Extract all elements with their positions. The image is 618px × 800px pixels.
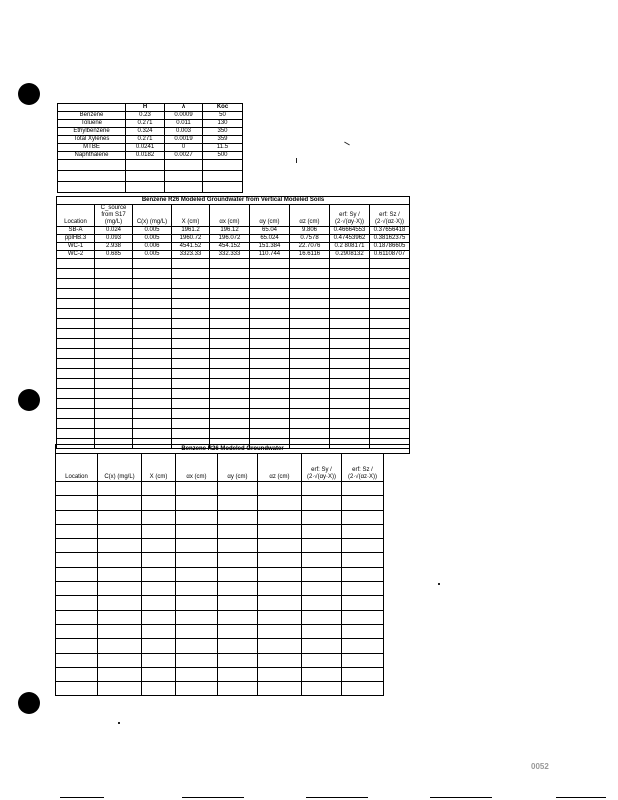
table-cell: 130 — [203, 120, 243, 128]
header-cell: αx (cm) — [176, 454, 218, 482]
table-row — [57, 251, 410, 259]
table-cell: 0.37656418 — [370, 227, 410, 235]
table-cell: 2.938 — [95, 243, 133, 251]
table-cell: 3323.33 — [172, 251, 210, 259]
table-cell: 0.18786605 — [370, 243, 410, 251]
table-row — [57, 227, 410, 235]
table-cell: 0.61108707 — [370, 251, 410, 259]
header-cell: X (cm) — [142, 454, 176, 482]
blank-row — [56, 624, 410, 638]
blank-row — [56, 596, 410, 610]
table-cell: 0.011 — [165, 120, 203, 128]
table-cell: 0.2908132 — [330, 251, 370, 259]
table-cell: 1961.2 — [172, 227, 210, 235]
header-cell: C_source from S17 (mg/L) — [95, 205, 133, 227]
table-cell: 0.003 — [165, 128, 203, 136]
blank-row — [57, 339, 410, 349]
blank-row — [56, 553, 410, 567]
table-cell: 9.806 — [290, 227, 330, 235]
table-cell: Total Xylenes — [58, 136, 126, 144]
table-cell: 65.024 — [250, 235, 290, 243]
header-cell: αx (cm) — [210, 205, 250, 227]
header-cell: H — [126, 104, 165, 112]
header-cell: erf: Sz / (2·√(αz·X)) — [342, 454, 384, 482]
blank-row — [57, 289, 410, 299]
table-cell: 151.384 — [250, 243, 290, 251]
signature-line — [430, 797, 492, 798]
table-cell: 16.6116 — [290, 251, 330, 259]
blank-row — [56, 582, 410, 596]
header-cell: Location — [56, 454, 98, 482]
blank-row — [57, 319, 410, 329]
header-cell: C(x) (mg/L) — [133, 205, 172, 227]
blank-row — [56, 539, 410, 553]
blank-row — [58, 182, 243, 193]
empty-cell — [384, 454, 410, 482]
table-row — [58, 120, 243, 128]
table-cell: 4541.52 — [172, 243, 210, 251]
hole-punch-top — [18, 83, 40, 105]
table-header-row — [57, 205, 410, 227]
blank-row — [56, 653, 410, 667]
blank-row — [57, 409, 410, 419]
blank-rows — [57, 259, 410, 449]
table-row — [58, 152, 243, 160]
table-cell: 0.46664553 — [330, 227, 370, 235]
table-title-row — [56, 445, 410, 454]
table-cell: 0.271 — [126, 120, 165, 128]
blank-row — [56, 482, 410, 496]
header-cell: λ — [165, 104, 203, 112]
scan-speck — [438, 583, 440, 585]
table-row — [57, 243, 410, 251]
table-cell: 0.271 — [126, 136, 165, 144]
header-cell — [58, 104, 126, 112]
table-cell: 0.0182 — [126, 152, 165, 160]
blank-row — [56, 510, 410, 524]
table-cell: 0.006 — [133, 243, 172, 251]
table-cell: 0.005 — [133, 227, 172, 235]
blank-row — [56, 667, 410, 681]
header-cell: Location — [57, 205, 95, 227]
table-cell: MTBE — [58, 144, 126, 152]
table-cell: Toluene — [58, 120, 126, 128]
header-cell: Koc — [203, 104, 243, 112]
signature-line — [556, 797, 606, 798]
scan-speck — [118, 722, 120, 724]
table-cell: 0.005 — [133, 235, 172, 243]
table-cell: 0.7578 — [290, 235, 330, 243]
header-cell: erf: Sy / (2·√(αy·X)) — [302, 454, 342, 482]
hole-punch-middle — [18, 389, 40, 411]
blank-row — [57, 259, 410, 269]
table-header-row — [56, 454, 410, 482]
table-cell: 11.5 — [203, 144, 243, 152]
chemical-properties-table — [57, 103, 243, 193]
table-cell: 0.093 — [95, 235, 133, 243]
blank-row — [57, 419, 410, 429]
table-title: Benzene R26 Modeled Groundwater from Vertical Modeled Soils — [57, 197, 410, 205]
blank-row — [57, 399, 410, 409]
table-cell: 332.333 — [210, 251, 250, 259]
blank-row — [58, 171, 243, 182]
blank-row — [56, 639, 410, 653]
blank-row — [57, 329, 410, 339]
header-cell: erf: Sy / (2·√(αy·X)) — [330, 205, 370, 227]
signature-line — [60, 797, 104, 798]
table-cell: 196.072 — [210, 235, 250, 243]
table-cell: pplHB.3 — [57, 235, 95, 243]
table-row — [58, 128, 243, 136]
blank-row — [57, 379, 410, 389]
table-title: Benzene R26 Modeled Groundwater — [56, 445, 410, 454]
blank-row — [58, 160, 243, 171]
blank-row — [56, 567, 410, 581]
table-cell: SB-A — [57, 227, 95, 235]
table-cell: Benzene — [58, 112, 126, 120]
header-cell: αy (cm) — [218, 454, 258, 482]
table-cell: 196.12 — [210, 227, 250, 235]
table-cell: 22.7076 — [290, 243, 330, 251]
hole-punch-bottom — [18, 692, 40, 714]
table-cell: 0 — [165, 144, 203, 152]
header-cell: αy (cm) — [250, 205, 290, 227]
table-cell: 110.744 — [250, 251, 290, 259]
blank-row — [57, 279, 410, 289]
blank-row — [56, 496, 410, 510]
blank-row — [57, 299, 410, 309]
table-cell: 0.38162375 — [370, 235, 410, 243]
header-cell: αz (cm) — [258, 454, 302, 482]
table-cell: 50 — [203, 112, 243, 120]
table-cell: 0.005 — [133, 251, 172, 259]
table-cell: 0.024 — [95, 227, 133, 235]
scan-speck — [296, 158, 297, 163]
groundwater-modeled-table — [55, 444, 410, 696]
table-cell: 0.324 — [126, 128, 165, 136]
table-cell: 0.0009 — [165, 112, 203, 120]
header-cell: C(x) (mg/L) — [98, 454, 142, 482]
blank-row — [56, 682, 410, 696]
blank-row — [57, 369, 410, 379]
table-row — [58, 136, 243, 144]
scan-speck — [344, 142, 350, 146]
table-cell: 0.47453962 — [330, 235, 370, 243]
table-cell: 1960.72 — [172, 235, 210, 243]
blank-row — [56, 524, 410, 538]
table-cell: 0.685 — [95, 251, 133, 259]
blank-row — [57, 269, 410, 279]
blank-row — [57, 359, 410, 369]
header-cell: αz (cm) — [290, 205, 330, 227]
table-cell: Ethylbenzene — [58, 128, 126, 136]
table-cell: 65.04 — [250, 227, 290, 235]
table-row — [58, 144, 243, 152]
page-stamp: 0052 — [531, 762, 549, 771]
table-cell: WC-1 — [57, 243, 95, 251]
blank-row — [57, 429, 410, 439]
blank-rows — [56, 482, 410, 696]
table-cell: 0.2 808171 — [330, 243, 370, 251]
table-cell: 350 — [203, 128, 243, 136]
blank-row — [57, 309, 410, 319]
table-row — [57, 235, 410, 243]
table-cell: 0.0019 — [165, 136, 203, 144]
blank-row — [56, 610, 410, 624]
table-cell: 0.23 — [126, 112, 165, 120]
blank-row — [57, 349, 410, 359]
table-cell: WC-2 — [57, 251, 95, 259]
header-cell: X (cm) — [172, 205, 210, 227]
signature-line — [306, 797, 368, 798]
table-cell: 454.152 — [210, 243, 250, 251]
table-header-row — [58, 104, 243, 112]
table-row — [58, 112, 243, 120]
table-cell: 0.0027 — [165, 152, 203, 160]
table-cell: Naphthalene — [58, 152, 126, 160]
blank-row — [57, 389, 410, 399]
table-cell: 0.0241 — [126, 144, 165, 152]
header-cell: erf: Sz / (2·√(αz·X)) — [370, 205, 410, 227]
signature-line — [182, 797, 244, 798]
soil-modeled-table — [56, 196, 410, 449]
table-title-row — [57, 197, 410, 205]
table-cell: 500 — [203, 152, 243, 160]
table-cell: 359 — [203, 136, 243, 144]
